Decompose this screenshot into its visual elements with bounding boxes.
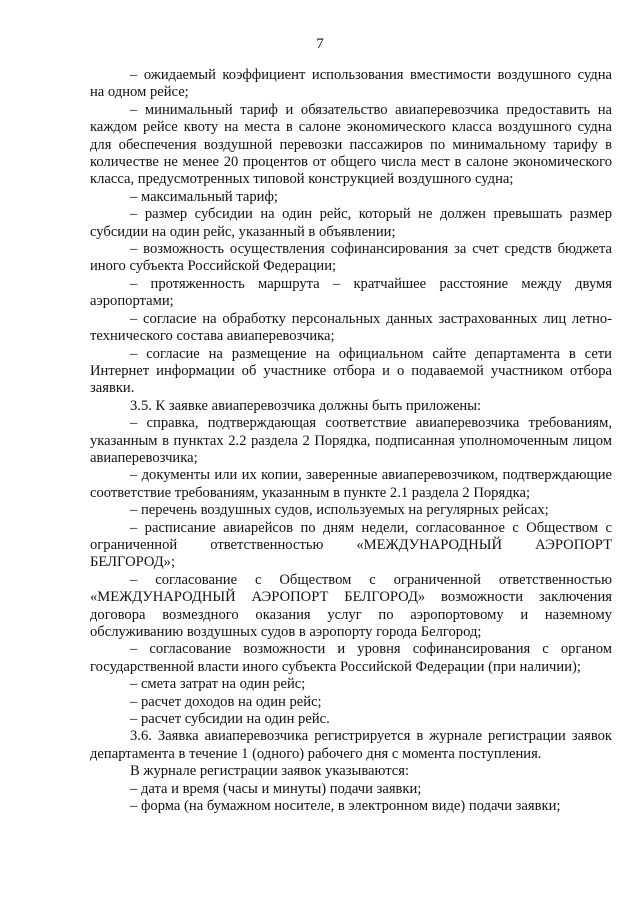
paragraph-aircraft-list: – перечень воздушных судов, используемых на регулярных рейсах; bbox=[130, 502, 549, 519]
paragraph-route-length: – протяженность маршрута – кратчайшее расстояние между двумя аэропортами; bbox=[90, 275, 612, 310]
paragraph-airport-agreement: – согласование с Обществом с ограниченной ответственностью «МЕЖДУНАРОДНЫЙ АЭРОПОРТ БЕЛГОРОД» возможности заключения договора возмездного оказания услуг по аэропортовому и наземному обслуживанию воздушных судов в аэропорту города Белгород; bbox=[90, 571, 612, 640]
paragraph-income-calculation: – расчет доходов на один рейс; bbox=[130, 693, 322, 710]
paragraph-certificate: – справка, подтверждающая соответствие авиаперевозчика требованиям, указанным в пунктах 2.2 раздела 2 Порядка, подписанная уполномоченным лицом авиаперевозчика; bbox=[90, 415, 612, 466]
paragraph-date-time: – дата и время (часы и минуты) подачи заявки; bbox=[130, 780, 422, 797]
paragraph-documents: – документы или их копии, заверенные авиаперевозчиком, подтверждающие соответствие требованиям, указанным в пункте 2.1 раздела 2 Порядка; bbox=[90, 467, 612, 501]
paragraph-section-3-5: 3.5. К заявке авиаперевозчика должны быть приложены: bbox=[130, 397, 482, 414]
paragraph-subsidy-per-flight: – размер субсидии на один рейс, который не должен превышать размер субсидии на один рейс, указанный в объявлении; bbox=[90, 206, 612, 240]
paragraph-submission-form: – форма (на бумажном носителе, в электронном виде) подачи заявки; bbox=[130, 798, 561, 815]
page-number: 7 bbox=[316, 36, 324, 52]
paragraph-journal-intro: В журнале регистрации заявок указываются: bbox=[130, 763, 410, 780]
paragraph-maximum-fare: – максимальный тариф; bbox=[130, 188, 278, 205]
paragraph-co-financing: – возможность осуществления софинансирования за счет средств бюджета иного субъекта Российской Федерации; bbox=[90, 241, 612, 275]
paragraph-co-financing-approval: – согласование возможности и уровня софинансирования с органом государственной власти иного субъекта Российской Федерации (при наличии); bbox=[90, 641, 612, 675]
paragraph-subsidy-calculation: – расчет субсидии на один рейс. bbox=[130, 711, 330, 728]
paragraph-section-3-6: 3.6. Заявка авиаперевозчика регистрируется в журнале регистрации заявок департамента в течение 1 (одного) рабочего дня с момента поступления. bbox=[90, 728, 612, 762]
document-body bbox=[90, 67, 612, 815]
paragraph-schedule: – расписание авиарейсов по дням недели, согласованное с Обществом с ограниченной ответственностью «МЕЖДУНАРОДНЫЙ АЭРОПОРТ БЕЛГОРОД»; bbox=[90, 519, 612, 571]
paragraph-personal-data-consent: – согласие на обработку персональных данных застрахованных лиц летно-технического состава авиаперевозчика; bbox=[90, 310, 612, 345]
paragraph-publication-consent: – согласие на размещение на официальном сайте департамента в сети Интернет информации об участнике отбора и о подаваемой участником отбора заявки. bbox=[90, 345, 612, 397]
paragraph-expected-load-factor: – ожидаемый коэффициент использования вместимости воздушного судна на одном рейсе; bbox=[90, 67, 612, 101]
paragraph-cost-estimate: – смета затрат на один рейс; bbox=[130, 676, 306, 693]
paragraph-minimum-fare: – минимальный тариф и обязательство авиаперевозчика предоставить на каждом рейсе квоту на места в салоне экономического класса воздушного судна для обеспечения воздушной перевозки пассажиров по минимальному тарифу в количестве не менее 20 процентов от общего числа мест в салоне экономического класса, предусмотренных типовой конструкцией воздушного судна; bbox=[90, 101, 612, 188]
